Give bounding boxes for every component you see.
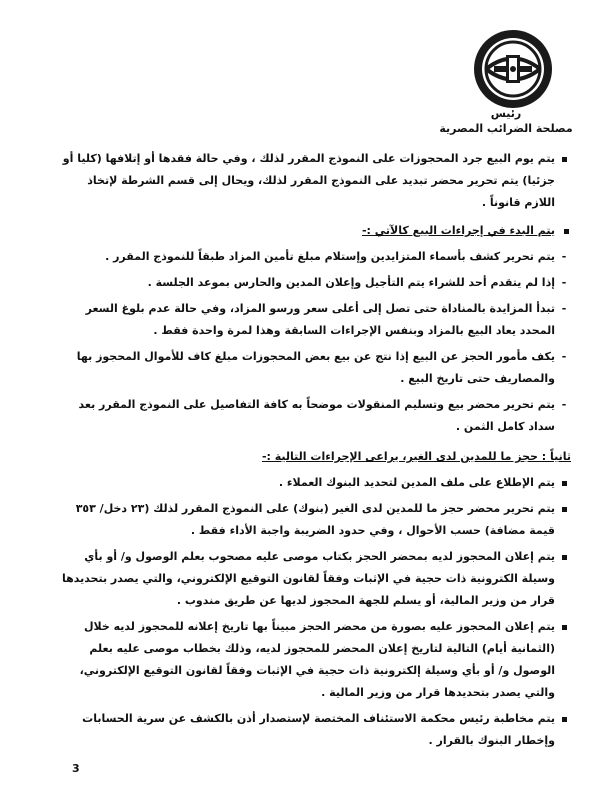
list-item bbox=[60, 246, 571, 268]
square-bullet-icon bbox=[559, 472, 569, 494]
list-item-text: تبدأ المزايدة بالمناداة حتى تصل إلى أعلى سعر ورسو المزاد، وفي حالة عدم بلوغ السعر المحدد يعاد البيع بالمزاد وبنفس الإجراءات السابقة وهذا لمرة واحدة فقط . bbox=[85, 302, 555, 337]
list-item bbox=[60, 346, 571, 390]
dash-bullet-icon: - bbox=[561, 350, 567, 363]
square-bullet-icon bbox=[559, 546, 569, 568]
square-bullet-icon bbox=[559, 616, 569, 638]
list-item-text: يتم تحرير كشف بأسماء المتزايدين وإستلام مبلغ تأمين المزاد طبقاً للنموذج المقرر . bbox=[105, 250, 555, 263]
page-number: 3 bbox=[72, 762, 80, 775]
signature-block bbox=[421, 106, 591, 136]
signature-title: رئيس bbox=[490, 107, 522, 120]
dash-bullet-icon: - bbox=[561, 276, 567, 289]
list-item-text: يتم تحرير محضر بيع وتسليم المنقولات موضحاً به كافة التفاصيل على النموذج المقرر بعد سداد كامل الثمن . bbox=[78, 398, 555, 433]
list-item bbox=[60, 394, 571, 438]
dash-bullet-icon: - bbox=[561, 398, 567, 411]
list-item bbox=[60, 708, 571, 752]
intro-text: يتم يوم البيع جرد المحجوزات على النموذج المقرر لذلك ، وفي حالة فقدها أو إتلافها (كليا أو جزئيا) يتم تحرير محضر تبديد على النموذج المقرر لذلك، ويحال إلى قسم الشرطة لإتخاذ اللازم قانوناً . bbox=[62, 152, 555, 209]
list-item-text: يتم إعلان المحجوز عليه بصورة من محضر الحجز مبيناً بها تاريخ إعلانه للمحجوز لديه خلال (الثمانية أيام) التالية لتاريخ إعلان المحضر للمحجوز لديه، وذلك بخطاب موصى عليه بعلم الوصول و/ أو بأي وسيلة إلكترونية ذات حجية في الإثبات وفقاً لقانون التوقيع الإلكتروني، والتي يصدر بتحديدها قرار من وزير المالية . bbox=[79, 620, 555, 699]
list-item bbox=[60, 616, 571, 704]
document-body bbox=[60, 148, 571, 752]
list-item bbox=[60, 546, 571, 612]
list-item-text: يتم إعلان المحجوز لديه بمحضر الحجز بكتاب موصى عليه مصحوب بعلم الوصول و/ أو بأي وسيلة الكترونية ذات حجية في الإثبات وفقاً لقانون التوقيع الإلكتروني، والتي يصدر بتحديدها قرار من وزير المالية، أو يسلم للجهة المحجوز لديها عن طريق مندوب . bbox=[61, 550, 555, 607]
dash-bullet-icon: - bbox=[561, 250, 567, 263]
second-section-heading: ثانياً : حجز ما للمدين لدى الغير، يراعى الإجراءات التالية :- bbox=[261, 450, 571, 463]
square-bullet-icon bbox=[559, 708, 569, 730]
list-item-text: يتم مخاطبة رئيس محكمة الاستئناف المختصة لإستصدار أذن بالكشف عن سرية الحسابات وإخطار البنوك بالقرار . bbox=[82, 712, 555, 747]
list-item-text: يتم تحرير محضر حجز ما للمدين لدى الغير (بنوك) على النموذج المقرر لذلك (٢٣ دخل/ ٣٥٣ قيمة مضافة) حسب الأحوال ، وفي حدود الضريبة واجبة الأداء فقط . bbox=[75, 502, 555, 537]
list-item bbox=[60, 472, 571, 494]
list-item-text: إذا لم يتقدم أحد للشراء يتم التأجيل وإعلان المدين والحارس بموعد الجلسة . bbox=[147, 276, 555, 289]
list-item bbox=[60, 272, 571, 294]
list-item-text: يتم الإطلاع على ملف المدين لتحديد البنوك العملاء . bbox=[278, 476, 555, 489]
square-bullet-icon bbox=[564, 220, 569, 242]
square-bullet-icon bbox=[559, 148, 569, 170]
square-bullet-icon bbox=[559, 498, 569, 520]
sale-procedures-heading bbox=[60, 220, 571, 242]
list-item bbox=[60, 498, 571, 542]
signature-organization: مصلحة الضرائب المصرية bbox=[439, 122, 573, 135]
list-item bbox=[60, 298, 571, 342]
sale-heading-text: يتم البدء في إجراءات البيع كالآتي :- bbox=[361, 224, 555, 237]
dash-bullet-icon: - bbox=[561, 302, 567, 315]
intro-list-item bbox=[60, 148, 571, 214]
tax-authority-seal-logo bbox=[472, 28, 554, 110]
list-item-text: يكف مأمور الحجز عن البيع إذا نتج عن بيع بعض المحجوزات مبلغ كاف للأموال المحجوز بها والمصاريف حتى تاريخ البيع . bbox=[76, 350, 555, 385]
